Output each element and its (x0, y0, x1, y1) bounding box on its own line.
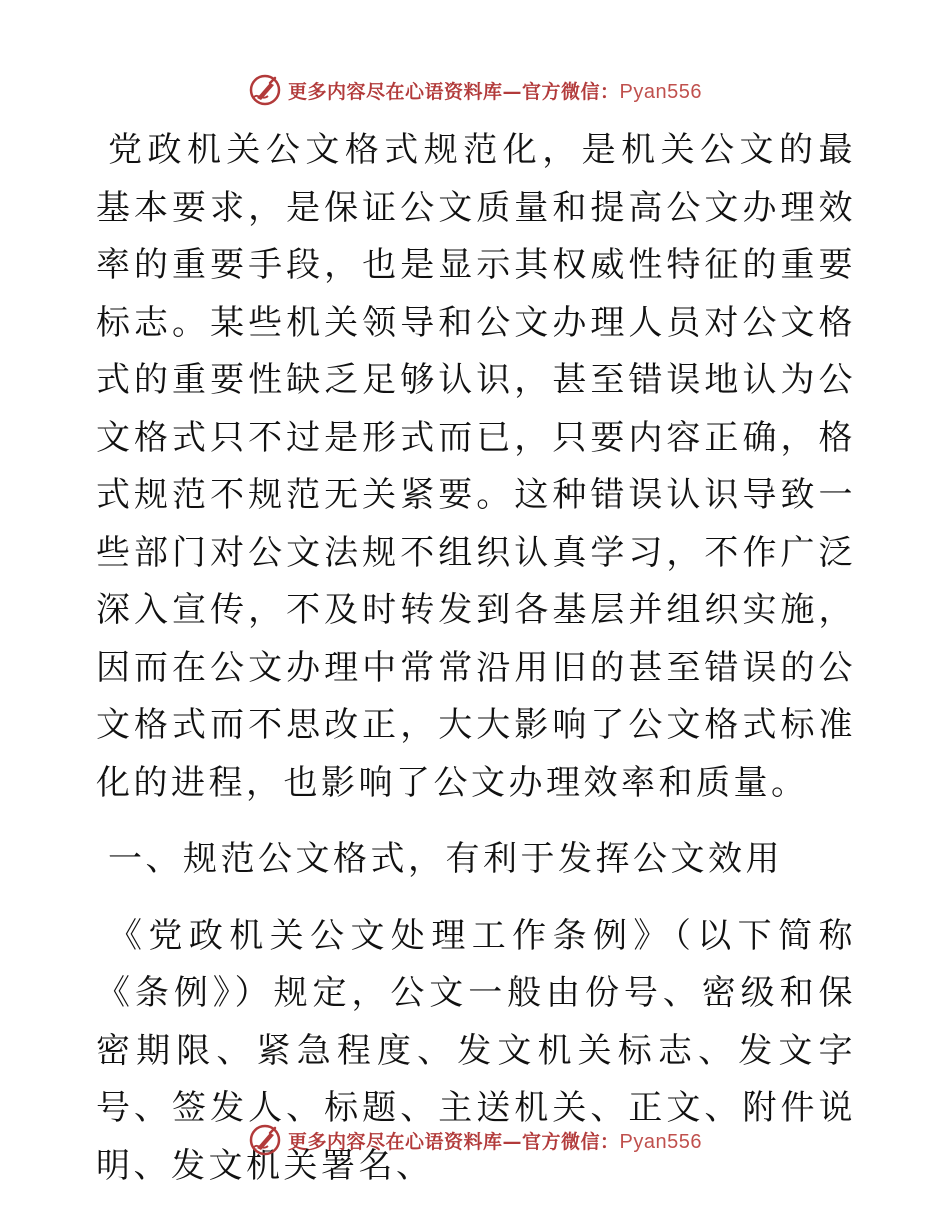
footer-banner-main: 更多内容尽在心语资料库—官方微信： (288, 1130, 620, 1153)
paragraph-2: 《党政机关公文处理工作条例》（以下简称《条例》）规定，公文一般由份号、密级和保密期限、紧急程度、发文机关标志、发文字号、签发人、标题、主送机关、正文、附件说明、发文机关署名、 (96, 915, 856, 1186)
quill-pen-logo-icon (248, 73, 282, 107)
footer-banner-id: Pyan556 (619, 1130, 702, 1153)
header-banner-text (288, 77, 702, 104)
quill-pen-logo-icon (248, 1123, 282, 1157)
header-banner-id: Pyan556 (619, 80, 702, 103)
footer-banner-inner (248, 1123, 702, 1157)
header-banner (0, 70, 950, 110)
footer-banner (0, 1120, 950, 1160)
document-body (96, 122, 856, 1195)
paragraph-1: 党政机关公文格式规范化，是机关公文的最基本要求，是保证公文质量和提高公文办理效率的重要手段，也是显示其权威性特征的重要标志。某些机关领导和公文办理人员对公文格式的重要性缺乏足够认识，甚至错误地认为公文格式只不过是形式而已，只要内容正确，格式规范不规范无关紧要。这种错误认识导致一些部门对公文法规不组织认真学习，不作广泛深入宣传，不及时转发到各基层并组织实施，因而在公文办理中常常沿用旧的甚至错误的公文格式而不思改正，大大影响了公文格式标准化的进程，也影响了公文办理效率和质量。 (96, 130, 856, 803)
header-banner-inner (248, 73, 702, 107)
footer-banner-text (288, 1127, 702, 1154)
header-banner-main: 更多内容尽在心语资料库—官方微信： (288, 80, 620, 103)
section-heading-1: 一、规范公文格式，有利于发挥公文效用 (108, 839, 783, 879)
